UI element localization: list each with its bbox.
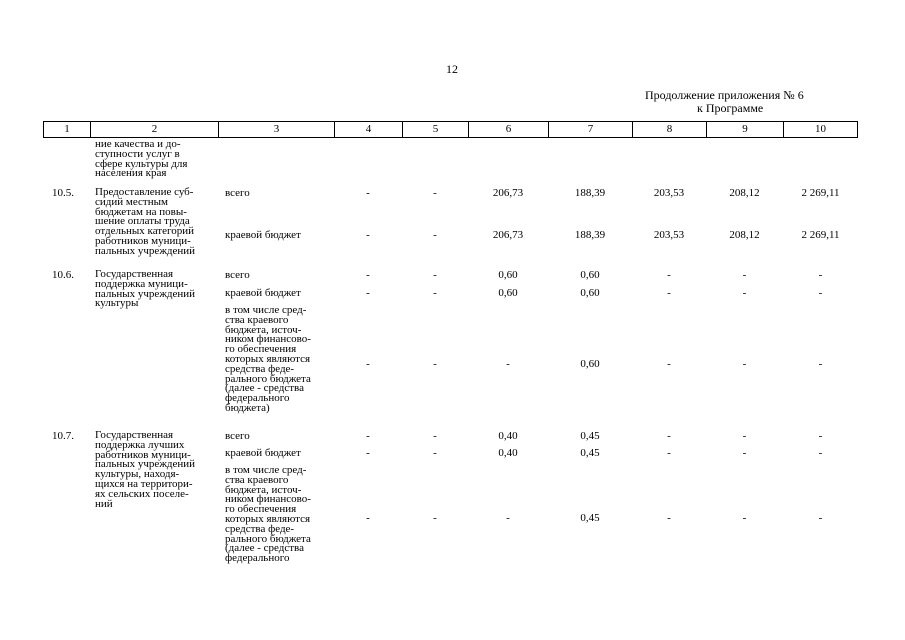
cell: 2 269,11 <box>801 187 840 199</box>
header-col-8: 8 <box>632 121 706 138</box>
cell: 0,40 <box>498 430 518 442</box>
cell: 0,60 <box>580 269 600 281</box>
cell: - <box>742 447 747 459</box>
cell: - <box>667 269 671 281</box>
source-line: средства феде- <box>225 522 295 535</box>
cell: - <box>366 430 370 442</box>
cell: 0,60 <box>580 358 600 370</box>
source-line: средства феде- <box>225 362 295 375</box>
cell: 188,39 <box>574 229 606 241</box>
source-line: (далее - средства <box>225 382 304 395</box>
cell: - <box>433 430 437 442</box>
row-name-line: поддержка лучших <box>95 438 185 451</box>
row-10-5-source-regional: краевой бюджет <box>225 229 301 241</box>
header-col-2: 2 <box>90 121 218 138</box>
source-line: ства краевого <box>225 473 289 486</box>
row-10-7-id: 10.7. <box>52 430 74 442</box>
row-name-line: отдельных категорий <box>95 225 195 238</box>
source-line: которых являются <box>225 512 311 525</box>
row-10-5-id: 10.5. <box>52 187 74 199</box>
cell: 206,73 <box>492 229 524 241</box>
cell: 0,60 <box>580 287 600 299</box>
row-name-line: культуры, находя- <box>95 468 180 481</box>
row-10-6-name <box>95 270 195 309</box>
source-line: го обеспечения <box>225 343 297 356</box>
row-10-5-source-total: всего <box>225 187 250 199</box>
row-name-line: ний <box>95 497 113 510</box>
cell: - <box>433 229 437 241</box>
cell: - <box>366 187 370 199</box>
cell: - <box>742 269 747 281</box>
cell: 2 269,11 <box>801 229 840 241</box>
row-10-5-name <box>95 188 195 257</box>
carryover-name-line: ние качества и до- <box>95 138 181 150</box>
row-name-line: Предоставление суб- <box>95 186 194 198</box>
cell: - <box>433 447 437 459</box>
cell: 208,12 <box>729 187 760 199</box>
source-line: в том числе сред- <box>225 464 307 476</box>
header-col-10: 10 <box>783 121 858 138</box>
source-line: федерального <box>225 392 290 405</box>
continuation-heading: Продолжение приложения № 6 <box>645 88 804 102</box>
row-10-6-source-total: всего <box>225 269 250 281</box>
cell: 203,53 <box>653 229 685 241</box>
source-line: го обеспечения <box>225 503 297 516</box>
source-line: ства краевого <box>225 313 289 326</box>
cell: - <box>818 447 823 459</box>
source-line: ником финансово- <box>225 493 311 506</box>
cell: - <box>366 447 370 459</box>
row-10-7-source-regional: краевой бюджет <box>225 447 301 459</box>
source-line: бюджета, источ- <box>225 483 302 496</box>
cell: - <box>818 358 823 370</box>
cell: - <box>506 358 510 370</box>
cell: - <box>366 269 370 281</box>
cell: - <box>742 358 747 370</box>
cell: - <box>742 512 747 524</box>
cell: - <box>433 358 437 370</box>
source-line: в том числе сред- <box>225 304 307 316</box>
row-10-7-name <box>95 431 195 509</box>
cell: - <box>667 358 671 370</box>
row-name-line: культуры <box>95 297 139 310</box>
cell: - <box>433 512 437 524</box>
row-name-line: бюджетам на повы- <box>95 205 187 218</box>
source-line: бюджета) <box>225 401 270 414</box>
row-name-line: щихся на территори- <box>95 477 193 490</box>
cell: 206,73 <box>492 187 524 199</box>
cell: - <box>366 358 370 370</box>
row-10-6-source-federal <box>225 306 311 414</box>
cell: 0,40 <box>498 447 518 459</box>
source-line: которых являются <box>225 352 311 365</box>
row-name-line: ях сельских поселе- <box>95 487 189 500</box>
header-col-1: 1 <box>43 121 90 138</box>
source-line: рального бюджета <box>225 372 311 385</box>
cell: - <box>667 512 671 524</box>
cell: - <box>667 287 671 299</box>
carryover-name <box>95 140 187 179</box>
carryover-name-line: ступности услуг в <box>95 147 180 160</box>
cell: - <box>667 447 671 459</box>
row-10-7-source-federal <box>225 466 311 564</box>
header-col-7: 7 <box>548 121 632 138</box>
cell: - <box>742 287 747 299</box>
cell: 0,45 <box>580 512 600 524</box>
page-number: 12 <box>446 62 458 76</box>
row-name-line: сидий местным <box>95 195 168 208</box>
cell: 0,45 <box>580 447 600 459</box>
source-line: федерального <box>225 552 290 565</box>
header-col-4: 4 <box>334 121 402 138</box>
cell: - <box>818 287 823 299</box>
source-line: рального бюджета <box>225 532 311 545</box>
row-name-line: Государственная <box>95 268 174 280</box>
row-name-line: Государственная <box>95 429 174 441</box>
cell: - <box>506 512 510 524</box>
cell: 0,45 <box>580 430 600 442</box>
cell: - <box>818 512 823 524</box>
cell: - <box>818 269 823 281</box>
cell: - <box>433 187 437 199</box>
source-line: ником финансово- <box>225 333 311 346</box>
row-10-6-source-regional: краевой бюджет <box>225 287 301 299</box>
cell: - <box>818 430 823 442</box>
row-10-6-id: 10.6. <box>52 269 74 281</box>
cell: - <box>742 430 747 442</box>
row-name-line: пальных учреждений <box>95 287 196 300</box>
cell: 203,53 <box>653 187 685 199</box>
header-col-5: 5 <box>402 121 468 138</box>
row-name-line: пальных учреждений <box>95 244 196 257</box>
cell: - <box>366 287 370 299</box>
cell: 208,12 <box>729 229 760 241</box>
row-name-line: работников муници- <box>95 234 191 247</box>
carryover-name-line: сфере культуры для <box>95 157 188 170</box>
header-col-3: 3 <box>218 121 334 138</box>
cell: 0,60 <box>498 269 518 281</box>
header-col-9: 9 <box>706 121 783 138</box>
row-10-7-source-total: всего <box>225 430 250 442</box>
cell: - <box>433 287 437 299</box>
continuation-subheading: к Программе <box>697 101 764 115</box>
row-name-line: шение оплаты труда <box>95 215 190 228</box>
row-name-line: работников муници- <box>95 448 191 461</box>
carryover-name-line: населения края <box>95 167 167 180</box>
source-line: (далее - средства <box>225 542 304 555</box>
cell: - <box>667 430 671 442</box>
source-line: бюджета, источ- <box>225 323 302 336</box>
cell: - <box>366 512 370 524</box>
cell: 0,60 <box>498 287 518 299</box>
header-col-6: 6 <box>468 121 548 138</box>
cell: - <box>366 229 370 241</box>
row-name-line: поддержка муници- <box>95 277 188 290</box>
cell: 188,39 <box>574 187 606 199</box>
row-name-line: пальных учреждений <box>95 458 196 471</box>
cell: - <box>433 269 437 281</box>
